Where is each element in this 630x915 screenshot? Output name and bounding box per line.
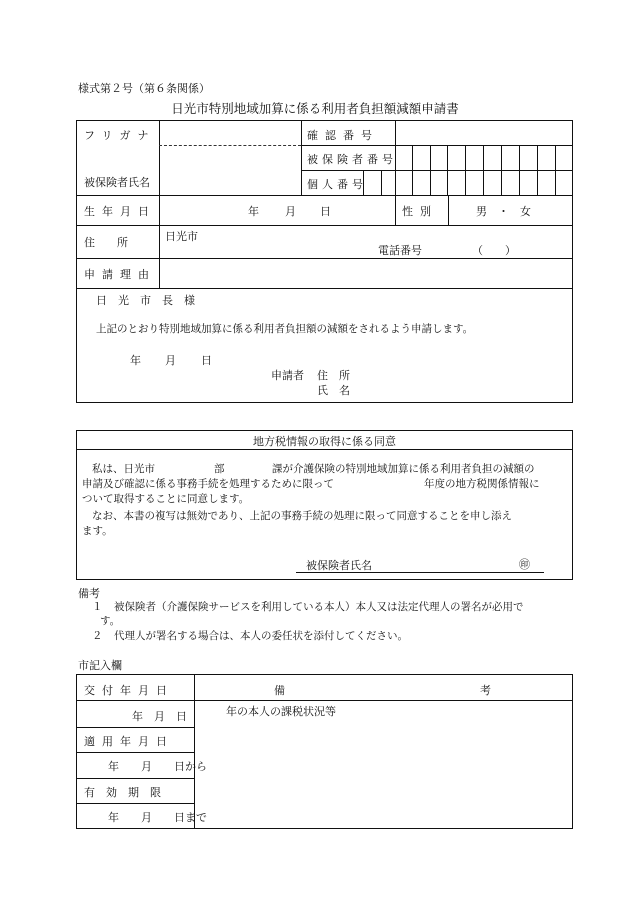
info-column-divider <box>301 120 302 195</box>
sex-label-right-divider <box>448 195 449 225</box>
row-divider <box>76 195 573 196</box>
row-divider <box>301 170 573 171</box>
issue-date-label: 交付年月日 <box>84 684 174 697</box>
reason-label: 申請理由 <box>84 268 156 281</box>
furigana-field[interactable] <box>160 126 299 144</box>
confirm-number-label: 確認番号 <box>307 129 379 142</box>
digit-cell-divider <box>483 170 484 195</box>
digit-cell-divider <box>430 145 431 170</box>
digit-cell-divider <box>447 170 448 195</box>
issue-date-value: 年 月 日 <box>132 710 187 723</box>
digit-cell-divider <box>537 145 538 170</box>
address-label: 住 所 <box>84 236 128 249</box>
office-row-divider <box>76 727 194 728</box>
notes-heading: 備考 <box>78 587 100 600</box>
consent-line2-b: 年度の地方税関係情報に <box>424 478 540 490</box>
digit-cell-divider <box>430 170 431 195</box>
consent-line2-a: 申請及び確認に係る事務手続を処理するために限って <box>82 478 334 490</box>
office-header-divider <box>76 700 573 701</box>
digit-cell-divider <box>555 170 556 195</box>
note-2-number: ２ <box>92 630 103 642</box>
date-day-mark: 日 <box>201 354 212 367</box>
digit-cell-divider <box>412 145 413 170</box>
digit-cell-divider <box>465 145 466 170</box>
digit-cell-divider <box>447 145 448 170</box>
signature-underline <box>296 572 544 573</box>
apply-from-value: 年 月 日から <box>108 760 207 773</box>
seal-mark: ㊞ <box>519 558 530 571</box>
office-row-divider <box>76 803 194 804</box>
insured-number-label: 被保険者番号 <box>307 153 397 166</box>
consent-line1-b: 部 <box>214 463 225 475</box>
applicant-address-label: 住 所 <box>317 369 350 382</box>
digit-cell-divider <box>555 145 556 170</box>
remarks-label-2: 考 <box>480 684 491 697</box>
office-column-divider <box>194 674 195 829</box>
applicant-name-label: 氏 名 <box>317 384 350 397</box>
digit-cell-divider <box>501 145 502 170</box>
document-title: 日光市特別地域加算に係る利用者負担額減額申請書 <box>171 101 459 116</box>
birth-year-mark: 年 <box>248 205 259 218</box>
digit-cell-divider <box>465 170 466 195</box>
note-1-number: １ <box>92 601 103 613</box>
consent-line3: ついて取得することに同意します。 <box>82 493 250 505</box>
birth-day-mark: 日 <box>320 205 331 218</box>
sex-label: 性別 <box>402 205 438 218</box>
consent-line1-a: 私は、日光市 <box>92 463 155 475</box>
digit-cell-divider <box>519 170 520 195</box>
consent-line1-c: 課が介護保険の特別地域加算に係る利用者負担の減額の <box>272 463 535 475</box>
row-divider <box>76 225 573 226</box>
personal-number-label: 個人番号 <box>307 178 367 191</box>
date-year-mark: 年 <box>130 354 141 367</box>
reason-field[interactable] <box>160 259 572 287</box>
signature-label: 被保険者氏名 <box>306 559 372 572</box>
insured-name-field[interactable] <box>160 146 299 194</box>
note-1-text: 被保険者（介護保険サービスを利用している本人）本人又は法定代理人の署名が必用で <box>114 601 524 613</box>
furigana-label: フリガナ <box>84 129 156 142</box>
apply-date-label: 適用年月日 <box>84 735 174 748</box>
remarks-label: 備 <box>274 684 285 697</box>
consent-line5: ます。 <box>82 525 113 537</box>
insured-name-label: 被保険者氏名 <box>84 176 150 189</box>
valid-until-value: 年 月 日まで <box>108 811 207 824</box>
digit-cell-divider <box>537 170 538 195</box>
signature-field[interactable] <box>390 554 515 571</box>
addressee: 日 光 市 長 様 <box>96 294 195 307</box>
office-row-divider <box>76 778 194 779</box>
row-divider <box>76 288 573 289</box>
birth-date-label: 生年月日 <box>84 205 156 218</box>
birth-month-mark: 月 <box>285 205 296 218</box>
digit-cell-divider <box>412 170 413 195</box>
office-row-divider <box>76 752 194 753</box>
row-divider <box>301 145 573 146</box>
digit-cell-divider <box>483 145 484 170</box>
consent-line4: なお、本書の複写は無効であり、上記の事務手続の処理に限って同意することを申し添え <box>92 510 512 522</box>
application-statement: 上記のとおり特別地域加算に係る利用者負担額の減額をされるよう申請します。 <box>96 323 474 335</box>
tax-status-note: 年の本人の課税状況等 <box>226 705 336 718</box>
consent-title: 地方税情報の取得に係る同意 <box>253 435 396 448</box>
address-city: 日光市 <box>165 230 198 243</box>
phone-label: 電話番号 <box>378 244 422 257</box>
digit-cell-divider <box>381 170 382 195</box>
office-heading: 市記入欄 <box>78 659 122 672</box>
form-number: 様式第２号（第６条関係） <box>78 82 210 95</box>
sex-label-left-divider <box>395 195 396 225</box>
sex-options[interactable]: 男 ・ 女 <box>476 205 531 218</box>
date-month-mark: 月 <box>165 354 176 367</box>
digit-cell-divider <box>501 170 502 195</box>
applicant-label: 申請者 <box>271 369 304 382</box>
note-2-text: 代理人が署名する場合は、本人の委任状を添付してください。 <box>114 630 408 642</box>
phone-parens: （ ） <box>472 244 516 257</box>
consent-title-divider <box>76 449 573 450</box>
validity-label: 有 効 期 限 <box>84 786 161 799</box>
digit-cell-divider <box>519 145 520 170</box>
note-1-continued: す。 <box>100 615 121 627</box>
